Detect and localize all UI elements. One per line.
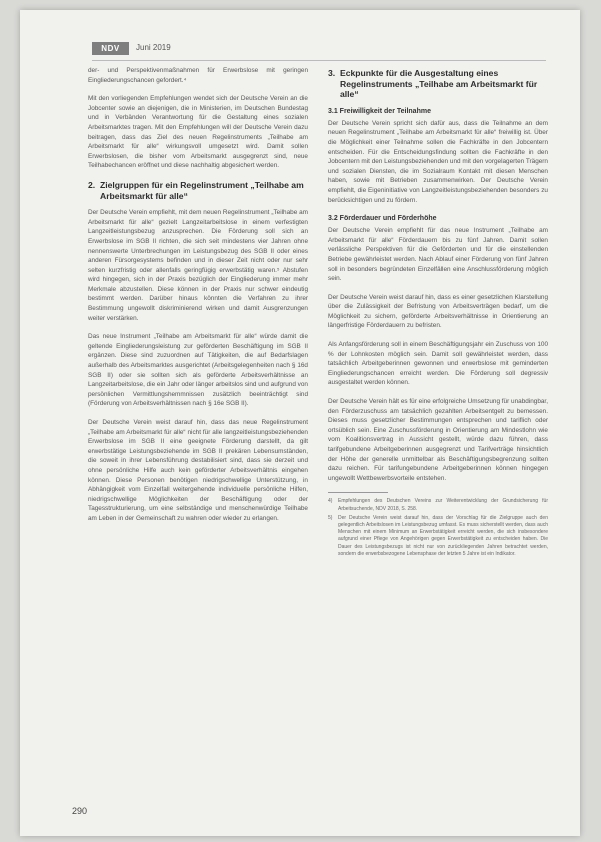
paragraph: Der Deutsche Verein weist darauf hin, dass das neue Regelinstrument „Teilhabe am Arbeitsmarkt für alle“ nicht für alle langzeitleistungsbeziehenden Erwerbslose im SGB II eine geeignete Förderung darstellt, da gilt erwerbstätige Leistungsbeziehende im SGB II prekären Lebensumständen, die soweit in ihrer Lebensführung destabilisiert sind, dass sie derzeit und ohne persönliche Hilfe auch kein geförderter Arbeitsverhältnis eingehen können. Diese Personen benötigen niedrigschwellige Unterstützung, in Abhängigkeit vom Einzelfall weitergehende individuelle persönliche Hilfen, niedrigschwellige Möglichkeiten der Beschäftigung oder der Tagesstrukturierung, um eine selbständige und menschenwürdige Teilhabe am Leben in der Gemeinschaft zu wahren oder wieder zu erlangen.	[88, 419, 308, 522]
footnote-text: Der Deutsche Verein weist darauf hin, dass der Vorschlag für die Zielgruppe auch den gelegentlich Arbeitslosen im Leistungsbezug umfasst. Es muss sicherstellt werden, dass auch Menschen mit einem Minimum an Erwerbstätigkeit erreicht werden, die sich insbesondere aufgrund einer Pflege von Angehörigen gegen Erwerbstätigkeit zu entscheiden haben. Die Dauer des Leistungsbezugs ist nicht nur von zurückliegenden Jahren betrachtet werden, sondern die erwerbsbezogene Lebensphase der letzten 5 Jahre ist ein Indikator.	[338, 514, 548, 557]
paragraph: Mit den vorliegenden Empfehlungen wendet sich der Deutsche Verein an die Jobcenter sowie an diejenigen, die in Ministerien, im Deutschen Bundestag und in Verbänden Verantwortung für die Gestaltung eines sozialen Arbeitsmarktes tragen. Mit den Empfehlungen will der Deutsche Verein dazu beitragen, dass das Ziel des neuen Regelinstruments „Teilhabe am Arbeitsmarkt für alle“ wirkungsvoll umgesetzt wird. Damit sollen Erwerbslosen, die bisher vom Arbeitsmarkt ausgegrenzt sind, neue Teilhabechancen eröffnet und diese nachhaltig abgesichert werden.	[88, 95, 308, 170]
journal-tag: NDV	[92, 42, 129, 55]
paragraph: Der Deutsche Verein spricht sich dafür aus, dass die Teilnahme an dem neuen Regelinstrument „Teilhabe am Arbeitsmarkt für alle“ freiwillig ist. Über die Möglichkeit einer Teilnahme sollen die Fachkräfte in den Jobcentern entscheiden. Für die Entscheidungsfindung sollten die Fachkräfte in den Jobcentern mit den Leistungsbeziehenden und mit den vorgelagerten Trägern und sozialen Diensten, die im Sozialraum Kontakt mit diesen Menschen haben, sowie mit Betrieben zusammenwirken. Der Deutsche Verein empfiehlt, die Eigeninitiative von Langzeitleistungsbeziehenden besonders zu berücksichtigen und zu fördern.	[328, 119, 548, 204]
section-number: 3.	[328, 68, 336, 78]
footnote-number: 4)	[328, 498, 333, 505]
section-heading-2	[88, 180, 308, 201]
page-number: 290	[72, 806, 88, 816]
section-title: Eckpunkte für die Ausgestaltung eines Regelinstruments „Teilhabe am Arbeitsmarkt für alle“	[340, 68, 538, 100]
paragraph: Der Deutsche Verein empfiehlt für das neue Instrument „Teilhabe am Arbeitsmarkt für alle“ Förderdauern bis zu fünf Jahren. Damit sollen verlässliche Perspektiven für die Geförderten und für die einstellenden Betriebe gewährleistet werden. Nach Ablauf einer Förderung von fünf Jahren soll in besonders begründeten Einzelfällen eine Anschlussförderung möglich sein.	[328, 227, 548, 283]
right-column	[328, 66, 548, 560]
subsection-heading: 3.1 Freiwilligkeit der Teilnahme	[328, 107, 431, 115]
footnote	[328, 515, 548, 558]
footnote-number: 5)	[328, 514, 333, 521]
paragraph: Das neue Instrument „Teilhabe am Arbeitsmarkt für alle“ würde damit die geltende Eingliederungsleistung zur geförderten Beschäftigung im SGB II ergänzen. Diese sind zuzuordnen auf Tätigkeiten, die auf Bedarfslagen außerhalb des Arbeitsmarktes ausgerichtet (Arbeitsgelegenheiten nach § 16d SGB II) oder sie sollten sich als geförderte Arbeitsverhältnisse an Langzeitarbeitslose, die ein Jahr oder länger arbeitslos sind und aufgrund von persönlichen Vermittlungshemmnissen zusätzlich beeinträchtigt sind (Förderung von Arbeitsverhältnissen nach § 16e SGB II).	[88, 333, 308, 408]
paragraph: Der Deutsche Verein hält es für eine erfolgreiche Umsetzung für unabdingbar, den Förderzuschuss am tatsächlich gezahlten Arbeitsentgelt zu bemessen. Dieses muss gesetzlicher Bestimmungen entsprechen und tariflich oder ortsüblich sein. Eine Zuschussförderung in Orientierung am Mindestlohn wie vom Koalitionsvertrag in Aussicht gestellt, würde dazu führen, dass tarifgebundene Arbeitgeberinnen ausgegrenzt und Tarifverträge hinsichtlich der Höhe der generelle unmittelbar als Beschäftigungsbegrenzung sollten dazu reichen. Für tarifungebundene Arbeitgeberinnen können hingegen ungewollt Wettbewerbsvorteile entstehen.	[328, 398, 548, 482]
section-heading-3	[328, 68, 548, 100]
footnote-rule	[328, 492, 388, 493]
issue-date: Juni 2019	[136, 43, 171, 52]
left-column	[88, 66, 308, 533]
subsection-heading: 3.2 Förderdauer und Förderhöhe	[328, 215, 437, 223]
section-number: 2.	[88, 179, 96, 190]
footnote	[328, 498, 548, 512]
paragraph: Der Deutsche Verein weist darauf hin, dass es einer gesetzlichen Klarstellung über die Zulässigkeit der Befristung von Arbeitsverträgen bedarf, um die Möglichkeit zu sichern, geförderte Arbeitsverhältnisse in Orientierung an längerfristige Förderdauern zu befristen.	[328, 293, 548, 330]
paragraph: Als Anfangsförderung soll in einem Beschäftigungsjahr ein Zuschuss von 100 % der Lohnkosten möglich sein. Damit soll gewährleistet werden, dass tatsächlich Arbeitgeberinnen gewonnen und erwerbslose mit geminderten Eingliederungschancen erreicht werden. Die Förderung soll degressiv ausgestaltet werden können.	[328, 341, 548, 387]
section-title: Zielgruppen für ein Regelinstrument „Teilhabe am Arbeitsmarkt für alle“	[100, 179, 304, 201]
paragraph: Der Deutsche Verein empfiehlt, mit dem neuen Regelinstrument „Teilhabe am Arbeitsmarkt für alle“ gezielt Langzeitarbeitslose in einem verfestigten Langzeitleistungsbezug anzusprechen. Die Förderung soll sich an Erwerbslose im SGB II richten, die sich seit mindestens vier Jahren ohne nennenswerte Unterbrechungen im Leistungsbezug des SGB II oder eines anderen Fürsorgesystems befinden und in dieser Zeit nicht oder nur sehr selten kurzfristig oder allenfalls geringfügig erwerbstätig waren.⁵ Abstufen wird hingegen, sich in der Praxis bezüglich der Eingliederung immer mehr Merkmale abzustellen. Diese können in der Praxis nur schwer eindeutig bestimmt werden. Darüber hinaus könnten die Verfahren zu ihrer Bestimmung ungewollt diskriminierend wirken und damit Ausgrenzungen weiter verstärken.	[88, 209, 308, 322]
paragraph: der- und Perspektivenmaßnahmen für Erwerbslose mit geringen Eingliederungschancen gefordert.⁴	[88, 67, 308, 84]
footnote-text: Empfehlungen des Deutschen Vereins zur Weiterentwicklung der Grundsicherung für Arbeitsuchende, NDV 2018, S. 258.	[338, 498, 548, 512]
header-rule	[92, 60, 546, 61]
